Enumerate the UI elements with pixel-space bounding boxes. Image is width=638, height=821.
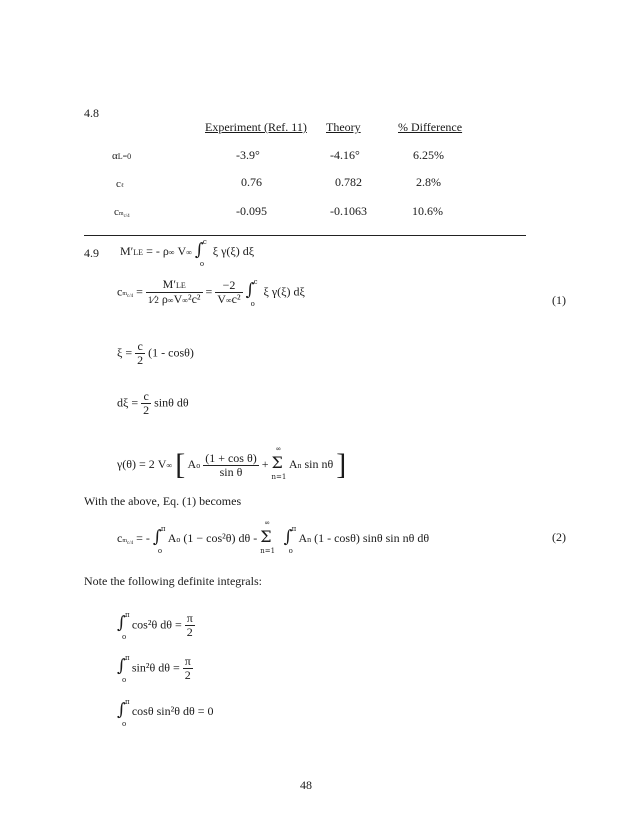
equation-gamma: γ(θ) = 2 V∞ [ Ao $\frac{\text{(1 + cos θ)}}{\text{sin θ}}$ + Σ ∞ n=1 An sin nθ ] — [117, 444, 347, 481]
equation-cm-expanded: $cm_{c/4}$ = - ∫ π o Ao (1 − cos²θ) dθ - Σ ∞ n=1 ∫ π o An (1 - cosθ) sinθ sin nθ dθ — [117, 519, 430, 555]
equation-cm-c4: $cm_{c/4}$ = $\frac{M'LE}{\text{1⁄2 ρ∞V∞²c²}}$ = $\frac{-2}{\text{V∞c²}}$ ∫ c o ξ γ(ξ) dξ — [117, 277, 305, 309]
row-label-alpha-l0: αL=0 — [112, 150, 132, 162]
cell-theory: 0.782 — [335, 175, 362, 189]
header-difference: % Difference — [398, 120, 463, 134]
section-number-4-9: 4.9 — [84, 246, 99, 260]
text-with-above: With the above, Eq. (1) becomes — [84, 494, 242, 508]
equation-dxi: dξ = $\frac{c}{2}$ sinθ dθ — [117, 389, 189, 417]
cell-experiment: -0.095 — [236, 204, 267, 218]
page-number: 48 — [300, 778, 312, 792]
cell-difference: 6.25% — [413, 148, 444, 162]
cell-experiment: -3.9° — [236, 148, 260, 162]
integral-sin2: ∫ π o sin²θ dθ = $\frac{\pi}{2}$ — [117, 654, 191, 685]
cell-difference: 10.6% — [412, 204, 443, 218]
integral-cos2: ∫ π o cos²θ dθ = $\frac{\pi}{2}$ — [117, 611, 193, 642]
text-note: Note the following definite integrals: — [84, 574, 262, 588]
equation-number-2: (2) — [552, 530, 566, 544]
row-label-cl: cℓ — [116, 178, 124, 190]
header-experiment: Experiment (Ref. 11) — [205, 120, 307, 134]
cell-difference: 2.8% — [416, 175, 441, 189]
cell-theory: -0.1063 — [330, 204, 367, 218]
section-divider — [84, 235, 526, 236]
header-theory: Theory — [326, 120, 361, 134]
section-number-4-8: 4.8 — [84, 106, 99, 120]
equation-xi: ξ = $\frac{c}{2}$ (1 - cosθ) — [117, 339, 194, 367]
integral-cos-sin2: ∫ π o cosθ sin²θ dθ = 0 — [117, 698, 214, 728]
cell-theory: -4.16° — [330, 148, 360, 162]
equation-mle: M′LE = - ρ∞ V∞ ∫ c o ξ γ(ξ) dξ — [120, 238, 255, 268]
cell-experiment: 0.76 — [241, 175, 262, 189]
equation-number-1: (1) — [552, 293, 566, 307]
row-label-cm: $cm_{c/4}$ — [114, 206, 130, 220]
